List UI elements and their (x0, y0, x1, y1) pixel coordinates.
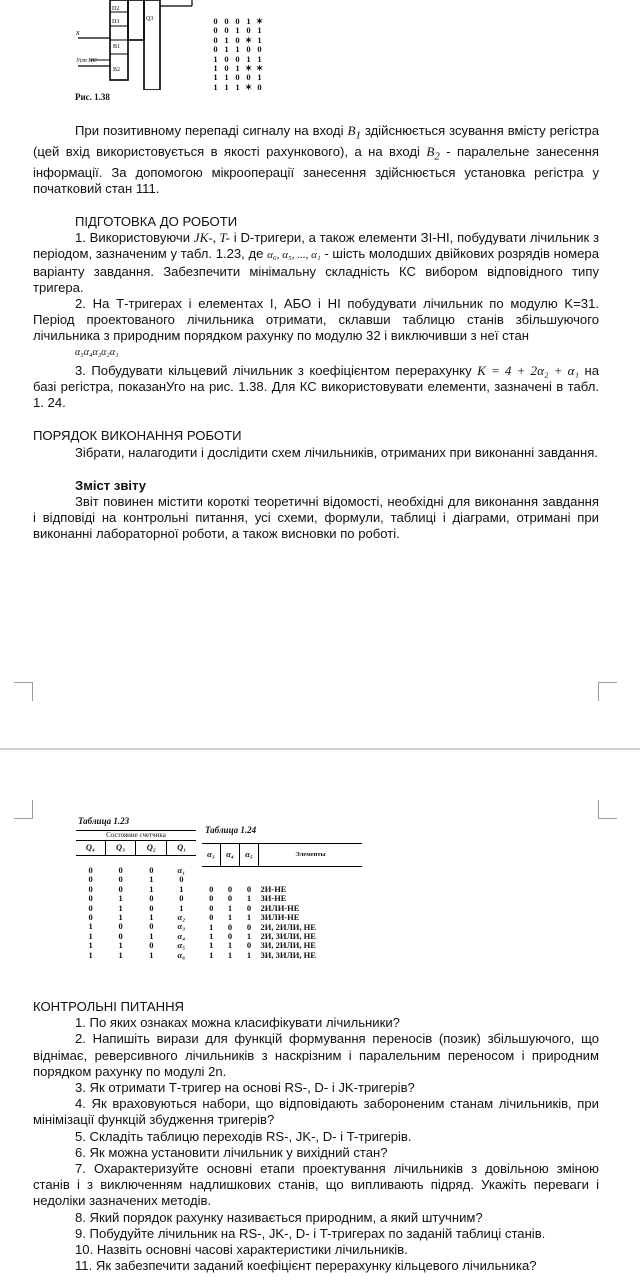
table-cell: 1 (118, 949, 123, 960)
table-cell: 0 (209, 902, 214, 913)
order-paragraph: Зібрати, налагодити і дослідити схем лічильників, отриманих при виконанні завдання. (75, 444, 598, 460)
table-header-cell: Q₂ (136, 841, 167, 856)
table-row (202, 951, 362, 960)
figure-state-cell: 0 (224, 53, 229, 64)
b2-label: В2 (113, 67, 121, 73)
table-cell: α₄ (177, 930, 186, 941)
table-23-caption: Таблица 1.23 (78, 816, 130, 826)
table-cell: α₃ (177, 921, 186, 932)
figure-state-cell: 0 (224, 25, 229, 36)
page-corner-mark-left (14, 682, 33, 701)
table-cell: 1 (88, 940, 93, 951)
figure-state-cell: 0 (246, 44, 251, 55)
table-cell: 1 (246, 931, 252, 942)
table-cell: 0 (246, 884, 252, 894)
control-question-item: 3. Як отримати Т-тригер на основі RS-, D- і JK-тригерів? (75, 1080, 415, 1096)
table-24-caption: Таблица 1.24 (205, 825, 257, 835)
table-cell: 0 (88, 902, 93, 913)
table-cell: 0 (149, 921, 154, 932)
figure-state-cell: 0 (257, 44, 262, 55)
table-cell: 0 (118, 921, 123, 932)
table-cell: 1 (149, 874, 154, 885)
control-question-item: 9. Побудуйте лічильник на RS-, JK-, D- і T-тригерах по заданій таблиці станів. (75, 1225, 546, 1241)
figure-state-cell: 0 (213, 25, 218, 36)
table-header-row (202, 844, 362, 867)
prep-item-2-formula: α₅α₄α₃α₂α₁ (75, 346, 119, 358)
figure-state-cell: 1 (224, 72, 229, 83)
control-question-item: 10. Назвіть основні часові характеристики лічильників. (75, 1242, 408, 1258)
figure-state-cell: 1 (213, 63, 218, 74)
x-label: x (76, 28, 80, 37)
figure-state-cell: 1 (235, 63, 240, 74)
table-cell: 0 (88, 912, 93, 923)
control-question-item: 4. Як враховуються набори, що відповідають забороненим станам лічильників, при мінімізації функцій збудження тригерів? (33, 1096, 599, 1128)
figure-caption: Рис. 1.38 (75, 92, 110, 102)
figure-state-cell: 1 (224, 44, 229, 55)
figure-state-cell: 1 (213, 72, 218, 83)
figure-state-cell: 0 (246, 72, 251, 83)
control-questions (33, 999, 599, 1274)
table-cell: 0 (88, 874, 93, 885)
table-row (76, 885, 196, 894)
figure-state-cell: 1 (246, 53, 251, 64)
figure-state-cell: 1 (246, 16, 251, 26)
table-cell: 1 (227, 902, 233, 913)
figure-state-cell: 0 (213, 44, 218, 55)
table-cell: 1 (246, 893, 252, 904)
table-cell: 0 (246, 902, 252, 913)
table-cell: 3И, 3ИЛИ, НЕ (260, 949, 316, 960)
page-corner-mark-right (598, 682, 617, 701)
d2-label: D2 (112, 6, 120, 12)
table-23-body (76, 841, 196, 960)
table-cell: 1 (88, 949, 93, 960)
figure-state-cell: 0 (213, 16, 218, 26)
ust-label: Уст НС (76, 58, 97, 64)
table-cell: 1 (118, 893, 123, 904)
figure-state-cell: 1 (213, 53, 218, 64)
report-heading: Зміст звіту (75, 477, 147, 493)
table-header-row (76, 841, 196, 856)
table-cell: 1 (246, 912, 252, 923)
table-header-cell: α₃ (202, 844, 221, 867)
page-corner-mark-left-2 (14, 800, 33, 819)
figure-state-cell: ✶ (244, 34, 253, 45)
table-cell: 1 (149, 949, 154, 960)
table-cell: 1 (246, 949, 252, 960)
table-cell: 0 (118, 865, 123, 875)
figure-state-cell: 0 (235, 16, 240, 26)
table-cell: 0 (118, 883, 123, 894)
table-cell: 1 (209, 949, 214, 960)
table-cell: 1 (209, 931, 214, 942)
table-cell: 0 (227, 884, 233, 894)
figure-state-cell: 1 (257, 53, 262, 64)
q3-label: Q3 (146, 16, 154, 22)
table-cell: 0 (209, 912, 214, 923)
prep-heading: ПІДГОТОВКА ДО РОБОТИ (75, 214, 238, 230)
prep-item-3: 3. Побудувати кільцевий лічильник з коефіцієнтом перерахунку K = 4 + 2α₂ + α₁ на базі регістра, показанУго на рис. 1.38. Для КС використовувати елементи, зазначені в табл. 1. 24. (33, 362, 599, 411)
figure-state-cell: 1 (224, 34, 229, 45)
table-cell: 0 (149, 902, 154, 913)
table-cell: α₆ (177, 949, 186, 960)
order-heading: ПОРЯДОК ВИКОНАННЯ РОБОТИ (33, 428, 242, 444)
figure-state-cell: 1 (235, 25, 240, 36)
figure-state-cell: ✶ (244, 63, 253, 74)
table-cell: 3И, 2ИЛИ, НЕ (260, 940, 316, 951)
table-cell: 0 (179, 874, 184, 885)
main-text (33, 123, 599, 543)
table-24 (202, 843, 362, 960)
page-corner-mark-right-2 (598, 800, 617, 819)
control-question-item: 6. Як можна установити лічильник у вихідний стан? (75, 1144, 388, 1160)
control-question-item: 2. Напишіть вирази для функцій формування переносів (позик) збільшуючого, що віднімає, реверсивного лічильників з наскрізним і паралельним переносом і природним порядком рахунку по модулі 2n. (33, 1031, 599, 1079)
table-cell: 1 (149, 883, 154, 894)
figure-state-cell: 1 (224, 81, 229, 92)
control-question-item: 5. Складіть таблицю переходів RS-, JK-, D- і T-тригерів. (75, 1128, 412, 1144)
table-24-body (202, 843, 362, 960)
intro-paragraph: При позитивному перепаді сигналу на вході $В_1$ здійснюється зсування вмісту регістра (цей вхід використовується в якості рахункового), а на вході $В_2$ - паралельне занесення інформації. За допомогою мікрооперації занесення здійснюється установка регістра у початковий стан 111. (33, 123, 599, 196)
table-row (76, 866, 196, 875)
table-cell: 1 (149, 912, 154, 923)
table-header-cell: α₄ (221, 844, 240, 867)
figure-state-cell: 0 (257, 81, 262, 92)
figure-state-cell: 1 (257, 72, 262, 83)
table-cell: 0 (227, 921, 233, 932)
table-cell: 0 (88, 865, 93, 875)
figure-state-cell: 0 (246, 25, 251, 36)
figure-state-rows (210, 17, 265, 92)
table-23-group-header: Состояние счетчика (76, 830, 196, 841)
table-cell: 1 (209, 921, 214, 932)
table-cell: 0 (88, 893, 93, 904)
figure-state-cell: 0 (224, 63, 229, 74)
table-cell: 1 (88, 921, 93, 932)
table-cell: 2И, 2ИЛИ, НЕ (260, 921, 316, 932)
table-cell: 2ИЛИ-НЕ (260, 902, 300, 913)
table-cell: 0 (246, 921, 252, 932)
figure-state-cell: 1 (257, 34, 262, 45)
table-cell: 3И-НЕ (260, 893, 287, 904)
table-cell: 0 (179, 893, 184, 904)
figure-state-cell: 0 (224, 16, 229, 26)
table-cell: 1 (209, 940, 214, 951)
control-question-list (33, 1015, 599, 1274)
table-cell: α₂ (177, 912, 186, 923)
table-cell: 0 (88, 883, 93, 894)
prep-item-1: 1. Використовуючи JK-, T- і D-тригери, а також елементи ЗІ-НІ, побудувати лічильник з періодом, зазначеним у табл. 1.23, де α₆, α₅, ..., α₁ - шість молодших двійкових розрядів номера варіанту завдання. Забезпечити мінімальну складність КС вибором відповідного типу тригера. (33, 230, 600, 295)
table-row (76, 951, 196, 960)
table-cell: 1 (227, 940, 233, 951)
document-page-2 (0, 750, 640, 1280)
figure-state-cell: 0 (235, 53, 240, 64)
table-cell: 1 (179, 902, 184, 913)
control-question-item: 1. По яких ознаках можна класифікувати лічильники? (75, 1015, 400, 1031)
figure-state-cell: 0 (213, 34, 218, 45)
figure-state-cell: ✶ (255, 16, 264, 26)
table-cell: 2И-НЕ (260, 884, 287, 894)
table-row (76, 894, 196, 903)
prep-item-2: 2. На Т-тригерах і елементах І, АБО і НІ побудувати лічильник по модулю K=31. Період проектованого лічильника отримати, склавши таблицю станів збільшуючого лічильника з природним порядком рахунку по модулю 32 і виключивши з неї стан (33, 296, 599, 344)
table-cell: 1 (179, 883, 184, 894)
table-header-cell: α₅ (240, 844, 259, 867)
table-23 (76, 830, 196, 960)
d3-label: D3 (112, 19, 120, 25)
figure-state-table (210, 17, 265, 92)
table-cell: 3ИЛИ-НЕ (260, 912, 300, 923)
table-cell: 0 (118, 930, 123, 941)
table-cell: 0 (227, 893, 233, 904)
table-cell: 0 (227, 931, 233, 942)
table-cell: 1 (118, 912, 123, 923)
figure-state-cell: 1 (235, 44, 240, 55)
figure-state-cell: 0 (235, 72, 240, 83)
control-question-item: 11. Як забезпечити заданий коефіцієнт перерахунку кільцевого лічильника? (75, 1258, 537, 1274)
control-question-item: 8. Який порядок рахунку називається природним, а який штучним? (75, 1209, 483, 1225)
table-cell: 0 (246, 940, 252, 951)
b1-label: В1 (113, 44, 121, 50)
table-cell: 0 (149, 865, 154, 875)
table-cell: 1 (227, 949, 233, 960)
table-cell: 0 (149, 940, 154, 951)
table-header-cell: Q₄ (76, 841, 105, 856)
table-cell: 0 (209, 893, 214, 904)
figure-state-cell: ✶ (255, 63, 264, 74)
table-row (76, 875, 196, 884)
control-question-item: 7. Охарактеризуйте основні етапи проектування лічильників з довільною зміною станів і з виключенням надлишкових станів, що випливають підряд. Укажіть переваги і недоліки зазначених методів. (33, 1161, 599, 1209)
table-cell: α₅ (177, 940, 186, 951)
figure-state-cell: 1 (213, 81, 218, 92)
control-heading: КОНТРОЛЬНІ ПИТАННЯ (33, 999, 185, 1014)
table-cell: 1 (118, 940, 123, 951)
table-cell: 0 (209, 884, 214, 894)
figure-state-cell: 1 (235, 81, 240, 92)
table-header-cell: Элементы (259, 844, 363, 867)
figure-state-row (210, 83, 265, 92)
table-cell: 0 (118, 874, 123, 885)
table-cell: 1 (227, 912, 233, 923)
table-cell: 0 (149, 893, 154, 904)
figure-state-cell: 1 (257, 25, 262, 36)
table-cell: 1 (88, 930, 93, 941)
table-header-cell: Q₁ (167, 841, 196, 856)
table-cell: 2И, 3ИЛИ, НЕ (260, 931, 316, 942)
table-cell: α₁ (177, 865, 186, 875)
table-cell: 1 (149, 930, 154, 941)
table-header-cell: Q₃ (105, 841, 136, 856)
table-cell: 1 (118, 902, 123, 913)
figure-state-cell: ✶ (244, 81, 253, 92)
report-paragraph: Звіт повинен містити короткі теоретичні відомості, необхідні для виконання завдання і відповіді на контрольні питання, усі схеми, формули, таблиці і діаграми, отримані при виконанні лабораторної роботи, а також висновки по роботі. (33, 494, 599, 542)
figure-state-cell: 0 (235, 34, 240, 45)
register-circuit-diagram (70, 0, 210, 90)
